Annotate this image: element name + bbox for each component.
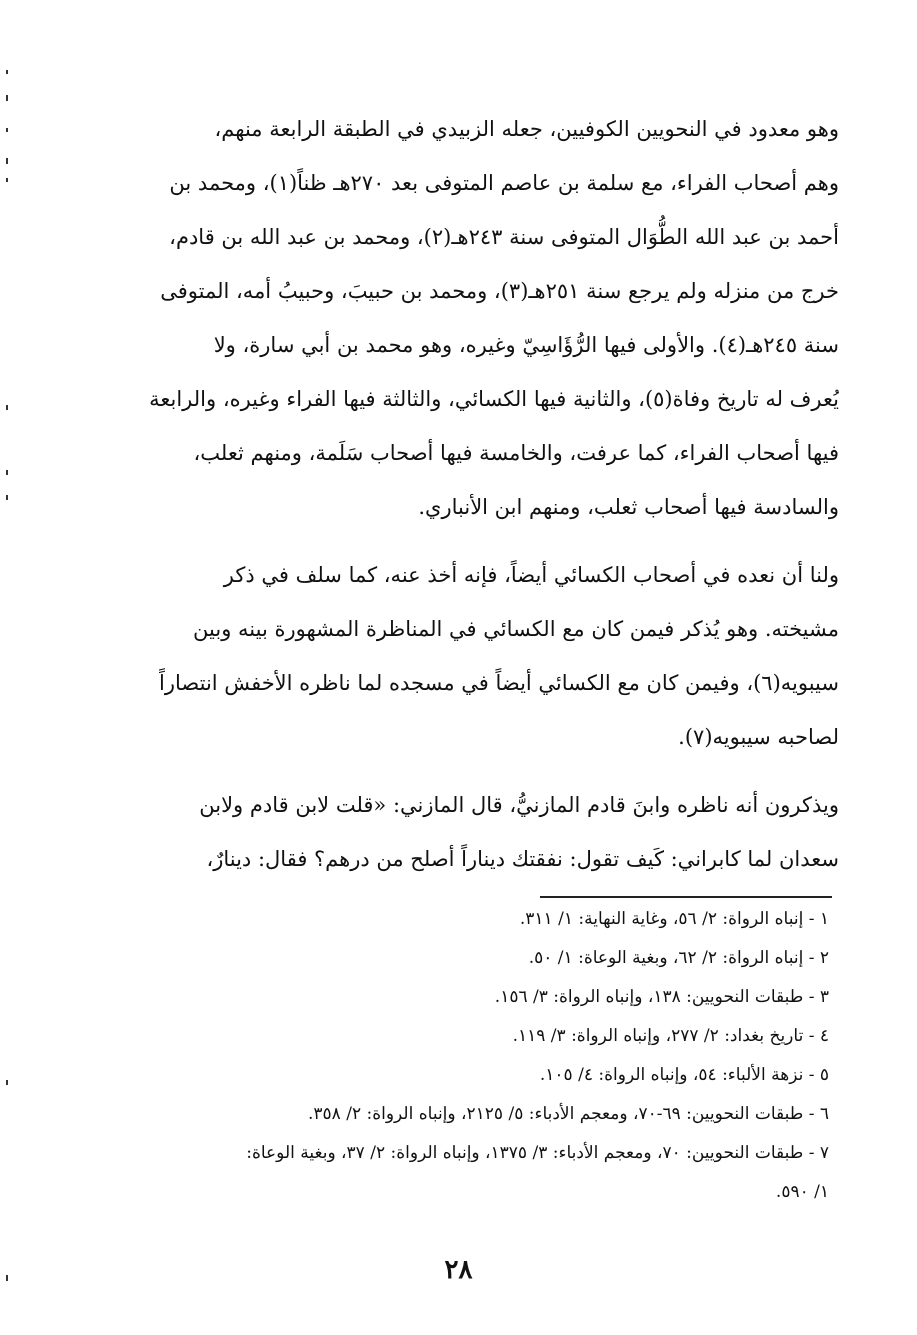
scan-edge-mark xyxy=(6,128,8,132)
text-line: سنة ٢٤٥هـ(٤). والأولى فيها الرُّؤَاسِيّ وغيره، وهو محمد بن أبي سارة، ولا xyxy=(213,333,839,357)
scan-edge-mark xyxy=(6,470,8,475)
text-line: خرج من منزله ولم يرجع سنة ٢٥١هـ(٣)، ومحمد بن حبيبَ، وحبيبُ أمه، المتوفى xyxy=(160,279,839,303)
footnote: ٦ - طبقات النحويين: ٦٩-٧٠، ومعجم الأدباء: ٥/ ٢١٢٥، وإنباه الرواة: ٢/ ٣٥٨. xyxy=(307,1104,829,1124)
footnote: ٤ - تاريخ بغداد: ٢/ ٢٧٧، وإنباه الرواة: ٣/ ١١٩. xyxy=(512,1026,829,1046)
text-line: سيبويه(٦)، وفيمن كان مع الكسائي أيضاً في مسجده لما ناظره الأخفش انتصاراً xyxy=(159,671,839,695)
text-line: مشيخته. وهو يُذكر فيمن كان مع الكسائي في المناظرة المشهورة بينه وبين xyxy=(193,617,839,641)
text-line: فيها أصحاب الفراء، كما عرفت، والخامسة فيها أصحاب سَلَمة، ومنهم ثعلب، xyxy=(193,441,839,465)
footnote: ١ - إنباه الرواة: ٢/ ٥٦، وغاية النهاية: ١/ ٣١١. xyxy=(519,909,829,929)
text-line: أحمد بن عبد الله الطُّوَال المتوفى سنة ٢٤٣هـ(٢)، ومحمد بن عبد الله بن قادم، xyxy=(169,225,839,249)
scan-edge-mark xyxy=(6,70,8,74)
scan-edge-mark xyxy=(6,405,8,410)
main-text xyxy=(86,102,839,900)
text-line: سعدان لما كابراني: كَيف تقول: نفقتك ديناراً أصلح من درهم؟ فقال: دينارٌ، xyxy=(206,847,839,871)
text-line: وهم أصحاب الفراء، مع سلمة بن عاصم المتوفى بعد ٢٧٠هـ ظناً(١)، ومحمد بن xyxy=(169,171,839,195)
text-line: ويذكرون أنه ناظره وابنَ قادم المازنيُّ، قال المازني: «قلت لابن قادم ولابن xyxy=(199,793,839,817)
page-number: ٢٨ xyxy=(444,1255,473,1285)
paragraph xyxy=(86,102,839,534)
text-line: وهو معدود في النحويين الكوفيين، جعله الزبيدي في الطبقة الرابعة منهم، xyxy=(214,117,839,141)
footnote: ٧ - طبقات النحويين: ٧٠، ومعجم الأدباء: ٣/ ١٣٧٥، وإنباه الرواة: ٢/ ٣٧، وبغية الوعاة: xyxy=(246,1143,829,1163)
text-line: ولنا أن نعده في أصحاب الكسائي أيضاً، فإنه أخذ عنه، كما سلف في ذكر xyxy=(223,563,839,587)
scan-edge-mark xyxy=(6,495,8,500)
scan-edge-mark xyxy=(6,158,8,164)
text-line: والسادسة فيها أصحاب ثعلب، ومنهم ابن الأنباري. xyxy=(418,495,839,519)
text-line: يُعرف له تاريخ وفاة(٥)، والثانية فيها الكسائي، والثالثة فيها الفراء وغيره، والرابعة xyxy=(149,387,839,411)
paragraph xyxy=(86,548,839,764)
footnote-continuation: ١/ ٥٩٠. xyxy=(775,1182,829,1202)
footnote: ٣ - طبقات النحويين: ١٣٨، وإنباه الرواة: ٣/ ١٥٦. xyxy=(494,987,829,1007)
footnotes xyxy=(100,900,829,1212)
text-line: لصاحبه سيبويه(٧). xyxy=(678,725,839,749)
footnote: ٢ - إنباه الرواة: ٢/ ٦٢، وبغية الوعاة: ١/ ٥٠. xyxy=(528,948,829,968)
footnote: ٥ - نزهة الألباء: ٥٤، وإنباه الرواة: ٤/ ١٠٥. xyxy=(539,1065,829,1085)
paragraph xyxy=(86,778,839,886)
scan-edge-mark xyxy=(6,178,8,182)
scan-edge-mark xyxy=(6,1080,8,1085)
footnote-separator xyxy=(540,896,832,898)
scan-edge-mark xyxy=(6,95,8,101)
